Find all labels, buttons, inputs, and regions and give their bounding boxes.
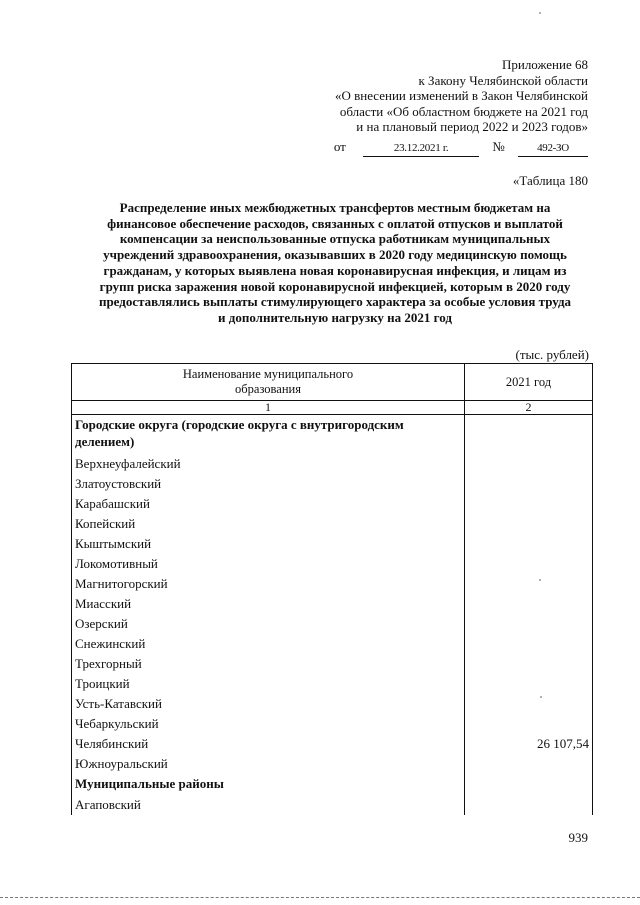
title-line: гражданам, у которых выявлена новая коронавирусная инфекция, и лицам из bbox=[103, 262, 567, 278]
table-row bbox=[72, 714, 593, 734]
amount bbox=[465, 554, 593, 574]
table-row bbox=[72, 454, 593, 474]
title-line: предоставлялись выплаты стимулирующего характера за особые условия труда bbox=[98, 294, 572, 310]
group-row-districts bbox=[72, 774, 593, 795]
amount bbox=[465, 634, 593, 654]
table-row bbox=[72, 795, 593, 815]
scan-speck bbox=[539, 579, 541, 581]
municipality-name: Южноуральский bbox=[72, 754, 465, 774]
table-row bbox=[72, 494, 593, 514]
group-label: Муниципальные районы bbox=[72, 774, 465, 795]
amount bbox=[465, 614, 593, 634]
amount bbox=[465, 574, 593, 594]
scan-speck bbox=[539, 12, 541, 14]
table-row bbox=[72, 574, 593, 594]
from-label: от bbox=[333, 139, 346, 154]
title-line: финансовое обеспечение расходов, связанных с оплатой отпусков и выплатой bbox=[107, 215, 563, 231]
amount bbox=[465, 674, 593, 694]
column-number-row bbox=[72, 401, 593, 415]
group-label: Городские округа (городские округа с внутригородским делением) bbox=[72, 415, 465, 455]
table-row bbox=[72, 474, 593, 494]
distribution-table bbox=[71, 363, 593, 815]
appendix-line: к Закону Челябинской области bbox=[418, 72, 588, 88]
municipality-name: Чебаркульский bbox=[72, 714, 465, 734]
table-row bbox=[72, 634, 593, 654]
law-number: 492-ЗО bbox=[518, 141, 588, 157]
amount bbox=[465, 534, 593, 554]
municipality-name: Челябинский bbox=[72, 734, 465, 754]
municipality-name: Карабашский bbox=[72, 494, 465, 514]
table-row bbox=[72, 754, 593, 774]
title-line: групп риска заражения новой коронавирусной инфекцией, которым в 2020 году bbox=[99, 278, 571, 294]
municipality-name: Усть-Катавский bbox=[72, 694, 465, 714]
units-label: (тыс. рублей) bbox=[515, 347, 589, 362]
amount bbox=[465, 754, 593, 774]
amount bbox=[465, 474, 593, 494]
table-header-row bbox=[72, 364, 593, 401]
municipality-name: Локомотивный bbox=[72, 554, 465, 574]
table-row bbox=[72, 534, 593, 554]
title-line: Распределение иных межбюджетных трансфертов местным бюджетам на bbox=[119, 200, 551, 215]
amount bbox=[465, 654, 593, 674]
number-label: № bbox=[492, 139, 505, 154]
table-row bbox=[72, 594, 593, 614]
title-line: и дополнительную нагрузку на 2021 год bbox=[218, 309, 452, 325]
law-date: 23.12.2021 г. bbox=[363, 141, 479, 157]
amount bbox=[465, 514, 593, 534]
column-number: 2 bbox=[465, 401, 593, 415]
table-row bbox=[72, 674, 593, 694]
page-edge-line bbox=[0, 897, 640, 898]
header-name-line: Наименование муниципального bbox=[182, 367, 354, 381]
header-name bbox=[72, 364, 465, 401]
amount: 26 107,54 bbox=[465, 734, 593, 754]
table-row bbox=[72, 694, 593, 714]
table-row bbox=[72, 554, 593, 574]
municipality-name: Озерский bbox=[72, 614, 465, 634]
title-line: учреждений здравоохранения, оказывавших в 2020 году медицинскую помощь bbox=[103, 247, 567, 263]
group-row-urban bbox=[72, 415, 593, 455]
municipality-name: Магнитогорский bbox=[72, 574, 465, 594]
law-date-number bbox=[334, 139, 588, 157]
table-row bbox=[72, 614, 593, 634]
municipality-name: Троицкий bbox=[72, 674, 465, 694]
appendix-line: «О внесении изменений в Закон Челябинской bbox=[334, 88, 588, 103]
title-line: компенсации за неиспользованные отпуска работникам муниципальных bbox=[119, 231, 551, 247]
municipality-name: Кыштымский bbox=[72, 534, 465, 554]
municipality-name: Трехгорный bbox=[72, 654, 465, 674]
appendix-line: и на плановый период 2022 и 2023 годов» bbox=[356, 119, 588, 134]
column-number: 1 bbox=[72, 401, 465, 415]
municipality-name: Верхнеуфалейский bbox=[72, 454, 465, 474]
header-name-line: образования bbox=[235, 382, 301, 396]
table-row bbox=[72, 654, 593, 674]
header-year: 2021 год bbox=[465, 364, 593, 401]
table-number: «Таблица 180 bbox=[512, 173, 588, 188]
amount bbox=[465, 714, 593, 734]
amount bbox=[465, 594, 593, 614]
table-row bbox=[72, 734, 593, 754]
municipality-name: Миасский bbox=[72, 594, 465, 614]
municipality-name: Златоустовский bbox=[72, 474, 465, 494]
municipality-name: Копейский bbox=[72, 514, 465, 534]
municipality-name: Снежинский bbox=[72, 634, 465, 654]
municipality-name: Агаповский bbox=[72, 795, 465, 815]
appendix-line: области «Об областном бюджете на 2021 год bbox=[339, 103, 588, 119]
appendix-line: Приложение 68 bbox=[501, 57, 588, 72]
table-row bbox=[72, 514, 593, 534]
amount bbox=[465, 694, 593, 714]
amount bbox=[465, 494, 593, 514]
document-title bbox=[70, 200, 600, 326]
amount bbox=[465, 795, 593, 815]
appendix-header bbox=[288, 57, 588, 135]
amount bbox=[465, 454, 593, 474]
page-number: 939 bbox=[568, 830, 588, 845]
scan-speck bbox=[540, 696, 542, 698]
